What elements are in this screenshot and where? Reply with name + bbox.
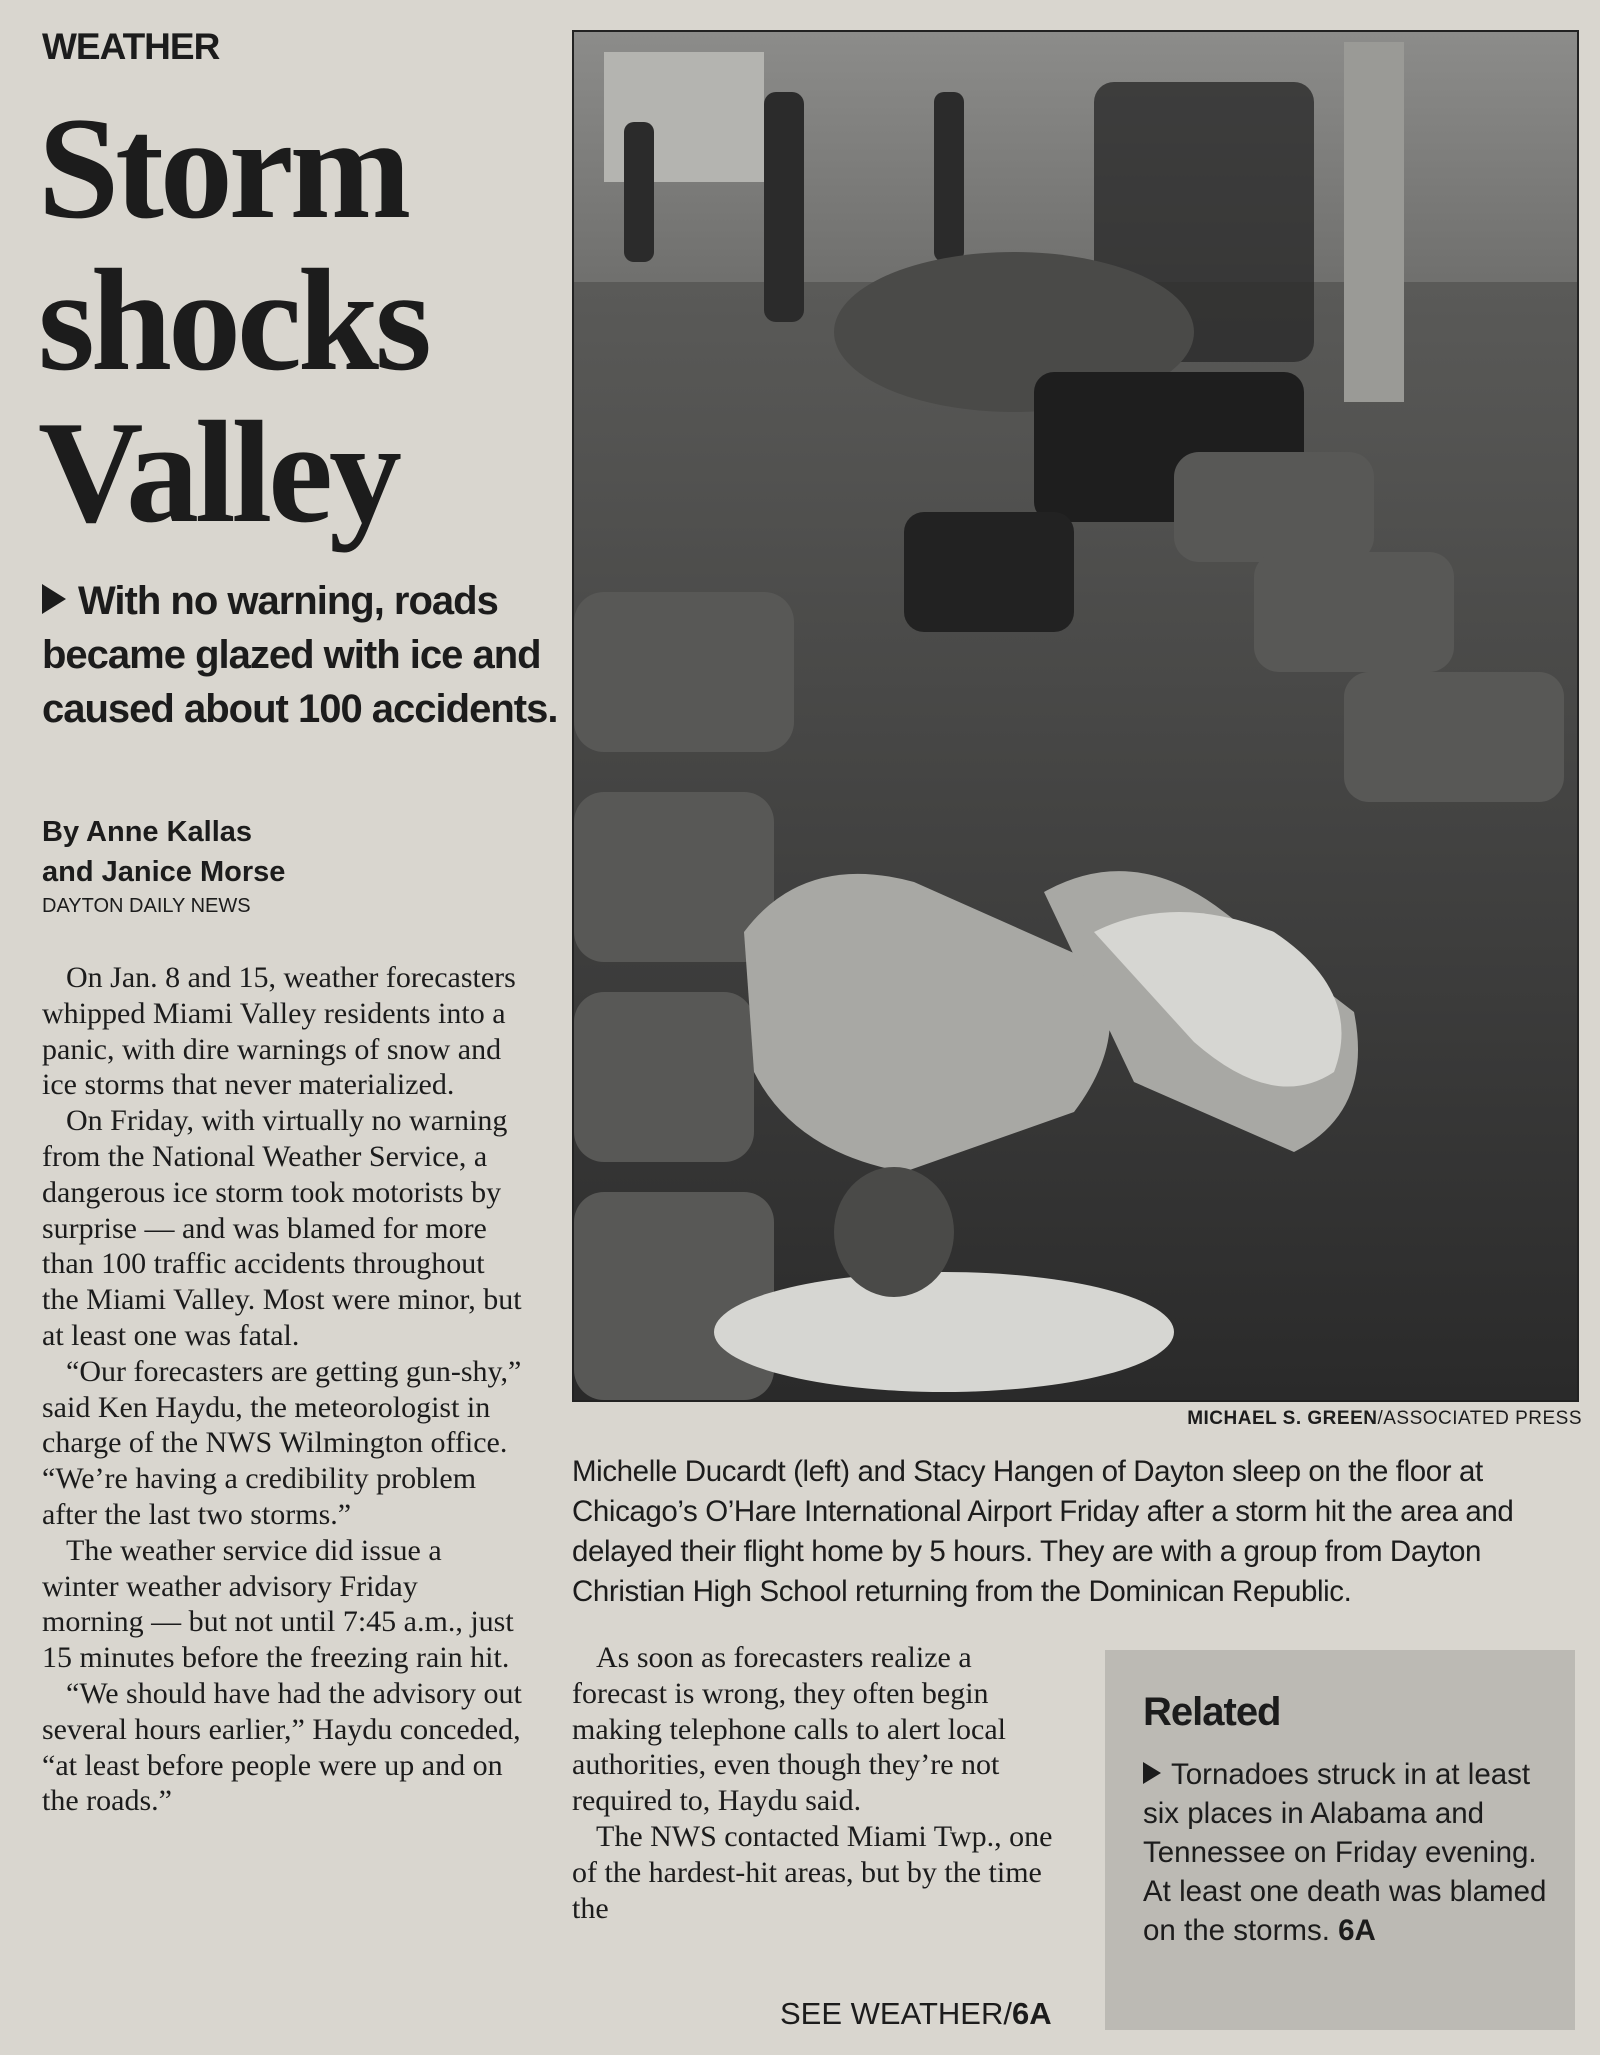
- article-column-left: [42, 960, 522, 1819]
- paragraph: The NWS contacted Miami Twp., one of the hardest-hit areas, but by the time the: [572, 1819, 1053, 1925]
- photo-caption: Michelle Ducardt (left) and Stacy Hangen of Dayton sleep on the floor at Chicago’s O’Hare International Airport Friday after a storm hit the area and delayed their flight home by 5 hours. They are with a group from Dayton Christian High School returning from the Dominican Republic.: [572, 1455, 1514, 1608]
- related-box: [1105, 1650, 1575, 2030]
- deck-text: With no warning, roads became glazed with ice and caused about 100 accidents.: [42, 579, 558, 731]
- paragraph: As soon as forecasters realize a forecast is wrong, they often begin making telephone calls to alert local authorities, even though they’re not required to, Haydu said.: [572, 1641, 1007, 1818]
- paragraph: On Jan. 8 and 15, weather forecasters whipped Miami Valley residents into a panic, with dire warnings of snow and ice storms that never materialized.: [42, 961, 516, 1102]
- byline-line: and Janice Morse: [42, 856, 286, 888]
- related-title: Related: [1143, 1690, 1281, 1734]
- headline-line: Valley: [38, 391, 398, 553]
- deck: [42, 574, 562, 736]
- headline-line: shocks: [38, 239, 428, 401]
- jump-line[interactable]: [780, 1996, 1052, 2032]
- byline: [42, 812, 285, 892]
- photo-credit: [1187, 1408, 1582, 1430]
- jump-page: 6A: [1011, 1996, 1052, 2031]
- paragraph: “Our forecasters are getting gun-shy,” said Ken Haydu, the meteorologist in charge of the NWS Wilmington office. “We’re having a credibility problem after the last two storms.”: [42, 1354, 522, 1531]
- related-text: Tornadoes struck in at least six places in Alabama and Tennessee on Friday evening. At least one death was blamed on the storms.: [1143, 1758, 1547, 1947]
- photographer-name: MICHAEL S. GREEN: [1187, 1408, 1378, 1429]
- related-item[interactable]: [1143, 1755, 1553, 1950]
- photo-agency: /ASSOCIATED PRESS: [1377, 1408, 1582, 1429]
- paragraph: The weather service did issue a winter weather advisory Friday morning — but not until 7:45 a.m., just 15 minutes before the freezing rain hit.: [42, 1533, 514, 1675]
- source-line: DAYTON DAILY NEWS: [42, 895, 251, 917]
- triangle-bullet-icon: [42, 584, 66, 614]
- jump-text: SEE WEATHER/: [780, 1996, 1012, 2031]
- byline-line: By Anne Kallas: [42, 816, 253, 848]
- article-column-mid: [572, 1640, 1062, 1926]
- paragraph: “We should have had the advisory out several hours earlier,” Haydu conceded, “at least before people were up and on the roads.”: [42, 1676, 522, 1818]
- related-page: 6A: [1338, 1914, 1376, 1947]
- photo-illustration: [574, 32, 1577, 1400]
- triangle-bullet-icon: [1143, 1762, 1161, 1784]
- section-label: WEATHER: [42, 26, 220, 67]
- headline: [38, 87, 558, 553]
- news-photo: [572, 30, 1579, 1402]
- headline-line: Storm: [38, 87, 408, 249]
- paragraph: On Friday, with virtually no warning from the National Weather Service, a dangerous ice storm took motorists by surprise — and was blamed for more than 100 traffic accidents throughout the Miami Valley. Most were minor, but at least one was fatal.: [42, 1104, 522, 1352]
